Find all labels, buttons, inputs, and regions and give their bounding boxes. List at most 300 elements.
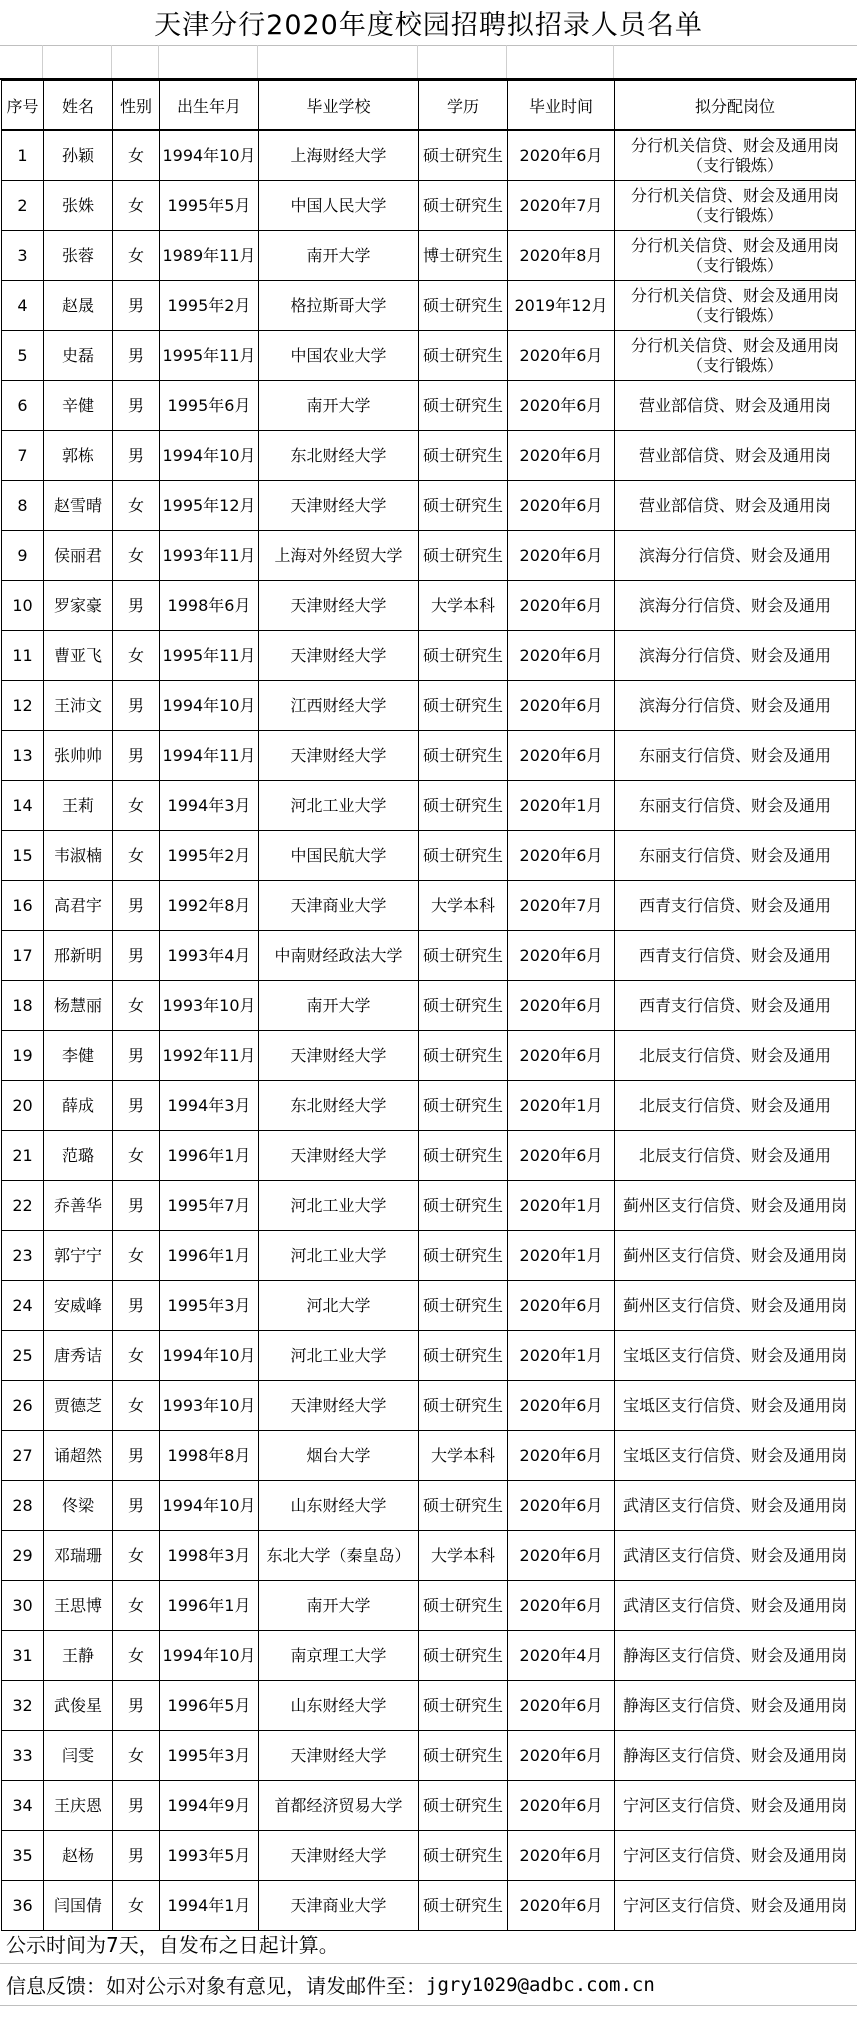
- cell-index: 29: [2, 1531, 44, 1581]
- table-row: [2, 1431, 856, 1481]
- table-body: [2, 130, 856, 1931]
- cell-index: 10: [2, 581, 44, 631]
- table-row: [2, 1881, 856, 1931]
- cell-position: 宝坻区支行信贷、财会及通用岗: [615, 1431, 856, 1481]
- cell-graduation: 2020年6月: [508, 731, 615, 781]
- cell-name: 赵雪晴: [44, 481, 113, 531]
- cell-gender: 女: [113, 1531, 160, 1581]
- cell-name: 曹亚飞: [44, 631, 113, 681]
- table-row: [2, 881, 856, 931]
- cell-school: 天津财经大学: [259, 481, 419, 531]
- cell-graduation: 2020年8月: [508, 231, 615, 281]
- cell-birth: 1996年1月: [160, 1131, 259, 1181]
- cell-graduation: 2020年6月: [508, 931, 615, 981]
- cell-degree: 硕士研究生: [419, 1481, 508, 1531]
- cell-position: 北辰支行信贷、财会及通用: [615, 1031, 856, 1081]
- cell-name: 张帅帅: [44, 731, 113, 781]
- cell-name: 杨慧丽: [44, 981, 113, 1031]
- cell-position: 分行机关信贷、财会及通用岗（支行锻炼）: [615, 181, 856, 231]
- cell-index: 27: [2, 1431, 44, 1481]
- cell-graduation: 2020年6月: [508, 531, 615, 581]
- cell-birth: 1995年12月: [160, 481, 259, 531]
- cell-index: 15: [2, 831, 44, 881]
- cell-school: 山东财经大学: [259, 1681, 419, 1731]
- cell-name: 韦淑楠: [44, 831, 113, 881]
- table-row: [2, 431, 856, 481]
- cell-position: 静海区支行信贷、财会及通用岗: [615, 1631, 856, 1681]
- cell-gender: 女: [113, 130, 160, 181]
- cell-gender: 女: [113, 981, 160, 1031]
- feedback-line: [0, 1964, 857, 2006]
- cell-gender: 女: [113, 531, 160, 581]
- cell-index: 20: [2, 1081, 44, 1131]
- cell-birth: 1993年4月: [160, 931, 259, 981]
- table-row: [2, 831, 856, 881]
- cell-gender: 男: [113, 581, 160, 631]
- cell-position: 宝坻区支行信贷、财会及通用岗: [615, 1331, 856, 1381]
- cell-gender: 女: [113, 1231, 160, 1281]
- cell-gender: 男: [113, 881, 160, 931]
- cell-index: 35: [2, 1831, 44, 1881]
- cell-degree: 硕士研究生: [419, 481, 508, 531]
- cell-index: 12: [2, 681, 44, 731]
- cell-gender: 女: [113, 1881, 160, 1931]
- cell-birth: 1994年10月: [160, 431, 259, 481]
- cell-school: 首都经济贸易大学: [259, 1781, 419, 1831]
- cell-birth: 1994年9月: [160, 1781, 259, 1831]
- table-row: [2, 1131, 856, 1181]
- table-row: [2, 681, 856, 731]
- cell-degree: 大学本科: [419, 881, 508, 931]
- cell-position: 东丽支行信贷、财会及通用: [615, 831, 856, 881]
- cell-name: 唐秀诘: [44, 1331, 113, 1381]
- cell-school: 中国民航大学: [259, 831, 419, 881]
- cell-position: 西青支行信贷、财会及通用: [615, 981, 856, 1031]
- cell-index: 8: [2, 481, 44, 531]
- cell-birth: 1994年1月: [160, 1881, 259, 1931]
- grid-line: [42, 45, 43, 78]
- cell-birth: 1994年3月: [160, 1081, 259, 1131]
- table-row: [2, 1081, 856, 1131]
- grid-line: [417, 45, 418, 78]
- cell-degree: 博士研究生: [419, 231, 508, 281]
- cell-name: 李健: [44, 1031, 113, 1081]
- cell-gender: 男: [113, 1781, 160, 1831]
- cell-index: 30: [2, 1581, 44, 1631]
- cell-gender: 女: [113, 631, 160, 681]
- cell-degree: 硕士研究生: [419, 1781, 508, 1831]
- cell-degree: 硕士研究生: [419, 281, 508, 331]
- table-row: [2, 1181, 856, 1231]
- cell-birth: 1998年3月: [160, 1531, 259, 1581]
- header-gender: 性别: [113, 80, 160, 130]
- cell-position: 营业部信贷、财会及通用岗: [615, 431, 856, 481]
- table-row: [2, 1831, 856, 1881]
- cell-name: 侯丽君: [44, 531, 113, 581]
- cell-index: 6: [2, 381, 44, 431]
- cell-position: 东丽支行信贷、财会及通用: [615, 781, 856, 831]
- cell-index: 5: [2, 331, 44, 381]
- cell-gender: 女: [113, 231, 160, 281]
- table-row: [2, 981, 856, 1031]
- cell-gender: 女: [113, 1731, 160, 1781]
- table-row: [2, 331, 856, 381]
- cell-graduation: 2020年7月: [508, 881, 615, 931]
- cell-position: 分行机关信贷、财会及通用岗（支行锻炼）: [615, 130, 856, 181]
- cell-school: 东北大学（秦皇岛）: [259, 1531, 419, 1581]
- header-position: 拟分配岗位: [615, 80, 856, 130]
- cell-degree: 硕士研究生: [419, 1031, 508, 1081]
- table-row: [2, 281, 856, 331]
- cell-index: 25: [2, 1331, 44, 1381]
- cell-index: 18: [2, 981, 44, 1031]
- cell-graduation: 2020年6月: [508, 1481, 615, 1531]
- cell-name: 赵晟: [44, 281, 113, 331]
- cell-degree: 硕士研究生: [419, 1231, 508, 1281]
- cell-gender: 女: [113, 781, 160, 831]
- cell-gender: 男: [113, 1281, 160, 1331]
- cell-index: 28: [2, 1481, 44, 1531]
- cell-degree: 硕士研究生: [419, 831, 508, 881]
- cell-degree: 硕士研究生: [419, 1581, 508, 1631]
- cell-degree: 硕士研究生: [419, 1131, 508, 1181]
- cell-degree: 硕士研究生: [419, 631, 508, 681]
- cell-gender: 女: [113, 1581, 160, 1631]
- cell-graduation: 2020年6月: [508, 331, 615, 381]
- cell-degree: 硕士研究生: [419, 531, 508, 581]
- cell-school: 南开大学: [259, 1581, 419, 1631]
- cell-name: 张蓉: [44, 231, 113, 281]
- table-row: [2, 581, 856, 631]
- cell-graduation: 2020年1月: [508, 1081, 615, 1131]
- cell-name: 郭宁宁: [44, 1231, 113, 1281]
- cell-school: 河北工业大学: [259, 1231, 419, 1281]
- cell-gender: 男: [113, 281, 160, 331]
- cell-index: 3: [2, 231, 44, 281]
- cell-gender: 男: [113, 1181, 160, 1231]
- cell-birth: 1995年3月: [160, 1731, 259, 1781]
- table-row: [2, 731, 856, 781]
- cell-gender: 女: [113, 1631, 160, 1681]
- cell-school: 山东财经大学: [259, 1481, 419, 1531]
- cell-degree: 大学本科: [419, 1431, 508, 1481]
- cell-birth: 1995年5月: [160, 181, 259, 231]
- cell-position: 蓟州区支行信贷、财会及通用岗: [615, 1231, 856, 1281]
- cell-position: 东丽支行信贷、财会及通用: [615, 731, 856, 781]
- cell-school: 江西财经大学: [259, 681, 419, 731]
- cell-index: 23: [2, 1231, 44, 1281]
- cell-gender: 女: [113, 831, 160, 881]
- cell-name: 辛健: [44, 381, 113, 431]
- cell-degree: 大学本科: [419, 1531, 508, 1581]
- cell-birth: 1994年10月: [160, 1481, 259, 1531]
- cell-graduation: 2020年6月: [508, 1831, 615, 1881]
- cell-index: 9: [2, 531, 44, 581]
- cell-position: 滨海分行信贷、财会及通用: [615, 581, 856, 631]
- header-index: 序号: [2, 80, 44, 130]
- grid-line: [111, 45, 112, 78]
- cell-birth: 1995年7月: [160, 1181, 259, 1231]
- cell-graduation: 2020年6月: [508, 1681, 615, 1731]
- table-row: [2, 181, 856, 231]
- cell-graduation: 2020年6月: [508, 981, 615, 1031]
- cell-name: 王静: [44, 1631, 113, 1681]
- cell-position: 蓟州区支行信贷、财会及通用岗: [615, 1181, 856, 1231]
- cell-name: 罗家豪: [44, 581, 113, 631]
- cell-gender: 男: [113, 1081, 160, 1131]
- cell-school: 河北工业大学: [259, 1331, 419, 1381]
- cell-name: 郭栋: [44, 431, 113, 481]
- header-graduation: 毕业时间: [508, 80, 615, 130]
- cell-school: 南开大学: [259, 981, 419, 1031]
- cell-gender: 男: [113, 331, 160, 381]
- table-row: [2, 781, 856, 831]
- table-row: [2, 531, 856, 581]
- cell-position: 西青支行信贷、财会及通用: [615, 881, 856, 931]
- cell-school: 天津财经大学: [259, 631, 419, 681]
- cell-birth: 1993年10月: [160, 981, 259, 1031]
- cell-gender: 男: [113, 1681, 160, 1731]
- cell-graduation: 2020年6月: [508, 1531, 615, 1581]
- cell-gender: 女: [113, 1331, 160, 1381]
- cell-graduation: 2020年6月: [508, 1881, 615, 1931]
- cell-graduation: 2020年6月: [508, 581, 615, 631]
- table-row: [2, 1281, 856, 1331]
- cell-degree: 硕士研究生: [419, 1681, 508, 1731]
- cell-index: 34: [2, 1781, 44, 1831]
- cell-name: 张姝: [44, 181, 113, 231]
- cell-position: 分行机关信贷、财会及通用岗（支行锻炼）: [615, 331, 856, 381]
- cell-index: 32: [2, 1681, 44, 1731]
- cell-birth: 1996年1月: [160, 1581, 259, 1631]
- cell-name: 贾德芝: [44, 1381, 113, 1431]
- cell-gender: 男: [113, 1831, 160, 1881]
- cell-index: 22: [2, 1181, 44, 1231]
- feedback-email: jgry1029@adbc.com.cn: [426, 1973, 655, 1996]
- cell-degree: 硕士研究生: [419, 381, 508, 431]
- cell-birth: 1998年8月: [160, 1431, 259, 1481]
- table-row: [2, 1631, 856, 1681]
- cell-position: 分行机关信贷、财会及通用岗（支行锻炼）: [615, 281, 856, 331]
- cell-position: 武清区支行信贷、财会及通用岗: [615, 1481, 856, 1531]
- cell-birth: 1995年2月: [160, 281, 259, 331]
- cell-position: 滨海分行信贷、财会及通用: [615, 531, 856, 581]
- cell-index: 4: [2, 281, 44, 331]
- feedback-prefix: 信息反馈：如对公示对象有意见，请发邮件至：: [6, 1974, 426, 1998]
- cell-degree: 硕士研究生: [419, 1831, 508, 1881]
- cell-degree: 硕士研究生: [419, 1081, 508, 1131]
- cell-graduation: 2020年6月: [508, 1781, 615, 1831]
- cell-position: 营业部信贷、财会及通用岗: [615, 381, 856, 431]
- cell-index: 36: [2, 1881, 44, 1931]
- cell-position: 北辰支行信贷、财会及通用: [615, 1081, 856, 1131]
- cell-gender: 男: [113, 681, 160, 731]
- cell-school: 东北财经大学: [259, 431, 419, 481]
- cell-position: 宝坻区支行信贷、财会及通用岗: [615, 1381, 856, 1431]
- cell-birth: 1995年6月: [160, 381, 259, 431]
- cell-graduation: 2020年6月: [508, 431, 615, 481]
- cell-gender: 男: [113, 731, 160, 781]
- cell-name: 佟梁: [44, 1481, 113, 1531]
- cell-degree: 硕士研究生: [419, 1731, 508, 1781]
- cell-name: 高君宇: [44, 881, 113, 931]
- cell-graduation: 2020年1月: [508, 781, 615, 831]
- cell-degree: 硕士研究生: [419, 1631, 508, 1681]
- cell-school: 天津财经大学: [259, 731, 419, 781]
- cell-graduation: 2020年6月: [508, 1031, 615, 1081]
- cell-position: 滨海分行信贷、财会及通用: [615, 681, 856, 731]
- cell-position: 蓟州区支行信贷、财会及通用岗: [615, 1281, 856, 1331]
- cell-graduation: 2020年6月: [508, 130, 615, 181]
- cell-name: 王莉: [44, 781, 113, 831]
- cell-school: 天津财经大学: [259, 1731, 419, 1781]
- cell-gender: 男: [113, 931, 160, 981]
- grid-line: [158, 45, 159, 78]
- table-row: [2, 1581, 856, 1631]
- cell-name: 王思博: [44, 1581, 113, 1631]
- cell-gender: 男: [113, 431, 160, 481]
- cell-school: 格拉斯哥大学: [259, 281, 419, 331]
- cell-birth: 1994年10月: [160, 130, 259, 181]
- cell-graduation: 2020年6月: [508, 381, 615, 431]
- cell-index: 33: [2, 1731, 44, 1781]
- cell-name: 范璐: [44, 1131, 113, 1181]
- table-row: [2, 1381, 856, 1431]
- cell-degree: 硕士研究生: [419, 1381, 508, 1431]
- cell-position: 武清区支行信贷、财会及通用岗: [615, 1531, 856, 1581]
- table-row: [2, 1331, 856, 1381]
- table-row: [2, 1681, 856, 1731]
- cell-position: 武清区支行信贷、财会及通用岗: [615, 1581, 856, 1631]
- cell-position: 营业部信贷、财会及通用岗: [615, 481, 856, 531]
- cell-graduation: 2020年6月: [508, 1281, 615, 1331]
- cell-school: 天津财经大学: [259, 581, 419, 631]
- header-name: 姓名: [44, 80, 113, 130]
- cell-graduation: 2020年4月: [508, 1631, 615, 1681]
- cell-degree: 硕士研究生: [419, 681, 508, 731]
- cell-school: 天津财经大学: [259, 1131, 419, 1181]
- cell-name: 邓瑞珊: [44, 1531, 113, 1581]
- cell-gender: 女: [113, 481, 160, 531]
- cell-birth: 1992年8月: [160, 881, 259, 931]
- table-row: [2, 1781, 856, 1831]
- cell-degree: 硕士研究生: [419, 1281, 508, 1331]
- cell-position: 静海区支行信贷、财会及通用岗: [615, 1731, 856, 1781]
- cell-name: 史磊: [44, 331, 113, 381]
- cell-school: 南开大学: [259, 381, 419, 431]
- cell-birth: 1996年5月: [160, 1681, 259, 1731]
- cell-gender: 女: [113, 181, 160, 231]
- cell-birth: 1995年2月: [160, 831, 259, 881]
- cell-index: 13: [2, 731, 44, 781]
- table-row: [2, 1731, 856, 1781]
- cell-graduation: 2020年6月: [508, 631, 615, 681]
- cell-degree: 大学本科: [419, 581, 508, 631]
- table-row: [2, 481, 856, 531]
- cell-position: 西青支行信贷、财会及通用: [615, 931, 856, 981]
- cell-index: 7: [2, 431, 44, 481]
- header-degree: 学历: [419, 80, 508, 130]
- cell-graduation: 2020年6月: [508, 1581, 615, 1631]
- table-row: [2, 1481, 856, 1531]
- cell-index: 11: [2, 631, 44, 681]
- table-row: [2, 231, 856, 281]
- table-row: [2, 1031, 856, 1081]
- cell-graduation: 2020年6月: [508, 1381, 615, 1431]
- cell-birth: 1994年3月: [160, 781, 259, 831]
- cell-school: 东北财经大学: [259, 1081, 419, 1131]
- cell-index: 2: [2, 181, 44, 231]
- notice-text: 公示时间为7天，自发布之日起计算。: [0, 1924, 857, 1964]
- cell-birth: 1995年11月: [160, 331, 259, 381]
- cell-name: 诵超然: [44, 1431, 113, 1481]
- cell-name: 薛成: [44, 1081, 113, 1131]
- cell-degree: 硕士研究生: [419, 1181, 508, 1231]
- cell-graduation: 2020年1月: [508, 1181, 615, 1231]
- table-row: [2, 931, 856, 981]
- cell-degree: 硕士研究生: [419, 731, 508, 781]
- blank-spreadsheet-row: [0, 45, 857, 80]
- cell-birth: 1996年1月: [160, 1231, 259, 1281]
- cell-gender: 男: [113, 1481, 160, 1531]
- cell-birth: 1993年5月: [160, 1831, 259, 1881]
- cell-graduation: 2020年7月: [508, 181, 615, 231]
- cell-position: 北辰支行信贷、财会及通用: [615, 1131, 856, 1181]
- cell-degree: 硕士研究生: [419, 981, 508, 1031]
- cell-graduation: 2020年6月: [508, 831, 615, 881]
- cell-birth: 1993年11月: [160, 531, 259, 581]
- cell-name: 邢新明: [44, 931, 113, 981]
- cell-name: 孙颖: [44, 130, 113, 181]
- cell-school: 天津财经大学: [259, 1381, 419, 1431]
- cell-name: 安威峰: [44, 1281, 113, 1331]
- cell-gender: 男: [113, 1431, 160, 1481]
- grid-line: [613, 45, 614, 78]
- cell-birth: 1994年10月: [160, 1631, 259, 1681]
- cell-index: 16: [2, 881, 44, 931]
- cell-graduation: 2020年6月: [508, 681, 615, 731]
- cell-graduation: 2020年6月: [508, 1131, 615, 1181]
- cell-index: 17: [2, 931, 44, 981]
- cell-name: 王庆恩: [44, 1781, 113, 1831]
- cell-birth: 1989年11月: [160, 231, 259, 281]
- cell-name: 赵杨: [44, 1831, 113, 1881]
- cell-school: 天津财经大学: [259, 1831, 419, 1881]
- cell-gender: 女: [113, 1131, 160, 1181]
- cell-degree: 硕士研究生: [419, 331, 508, 381]
- cell-index: 24: [2, 1281, 44, 1331]
- candidate-table: [1, 79, 856, 1931]
- table-header-row: [2, 80, 856, 130]
- table-row: [2, 1231, 856, 1281]
- cell-birth: 1995年11月: [160, 631, 259, 681]
- cell-birth: 1998年6月: [160, 581, 259, 631]
- cell-position: 宁河区支行信贷、财会及通用岗: [615, 1881, 856, 1931]
- cell-school: 南京理工大学: [259, 1631, 419, 1681]
- cell-school: 上海对外经贸大学: [259, 531, 419, 581]
- cell-graduation: 2020年6月: [508, 1731, 615, 1781]
- cell-graduation: 2020年1月: [508, 1231, 615, 1281]
- table-row: [2, 631, 856, 681]
- cell-school: 河北工业大学: [259, 781, 419, 831]
- cell-index: 31: [2, 1631, 44, 1681]
- cell-birth: 1992年11月: [160, 1031, 259, 1081]
- cell-birth: 1993年10月: [160, 1381, 259, 1431]
- cell-position: 宁河区支行信贷、财会及通用岗: [615, 1781, 856, 1831]
- cell-school: 南开大学: [259, 231, 419, 281]
- cell-gender: 男: [113, 1031, 160, 1081]
- grid-line: [506, 45, 507, 78]
